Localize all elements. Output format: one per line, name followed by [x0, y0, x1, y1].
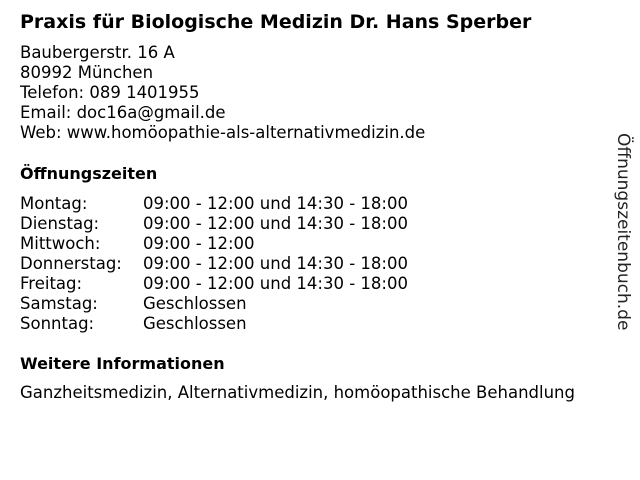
hours-day: Dienstag:	[20, 214, 100, 233]
hours-row-saturday	[20, 294, 408, 314]
hours-time: 09:00 - 12:00 und 14:30 - 18:00	[143, 214, 408, 233]
hours-row-tuesday	[20, 214, 408, 234]
hours-row-friday	[20, 274, 408, 294]
hours-time: Geschlossen	[143, 294, 247, 313]
hours-row-sunday	[20, 314, 408, 334]
practice-title: Praxis für Biologische Medizin Dr. Hans Sperber	[20, 11, 532, 33]
hours-time: Geschlossen	[143, 314, 247, 333]
hours-time: 09:00 - 12:00 und 14:30 - 18:00	[143, 194, 408, 213]
more-info-text: Ganzheitsmedizin, Alternativmedizin, homöopathische Behandlung	[20, 383, 575, 402]
brand-watermark: Öffnungszeitenbuch.de	[613, 133, 633, 331]
city-address: 80992 München	[20, 63, 154, 82]
hours-day: Sonntag:	[20, 314, 95, 333]
hours-time: 09:00 - 12:00	[143, 234, 255, 253]
street-address: Baubergerstr. 16 A	[20, 43, 175, 62]
hours-row-wednesday	[20, 234, 408, 254]
hours-row-thursday	[20, 254, 408, 274]
contact-block	[20, 43, 425, 143]
hours-row-monday	[20, 194, 408, 214]
hours-day: Mittwoch:	[20, 234, 101, 253]
hours-time: 09:00 - 12:00 und 14:30 - 18:00	[143, 254, 408, 273]
hours-time: 09:00 - 12:00 und 14:30 - 18:00	[143, 274, 408, 293]
hours-day: Samstag:	[20, 294, 98, 313]
hours-day: Montag:	[20, 194, 88, 213]
hours-day: Donnerstag:	[20, 254, 122, 273]
phone-number: Telefon: 089 1401955	[20, 83, 200, 102]
opening-hours-table	[20, 194, 408, 334]
hours-day: Freitag:	[20, 274, 83, 293]
opening-hours-heading: Öffnungszeiten	[20, 164, 158, 183]
email-address: Email: doc16a@gmail.de	[20, 103, 226, 122]
website-url: Web: www.homöopathie-als-alternativmedizin.de	[20, 123, 426, 142]
more-info-heading: Weitere Informationen	[20, 354, 225, 373]
